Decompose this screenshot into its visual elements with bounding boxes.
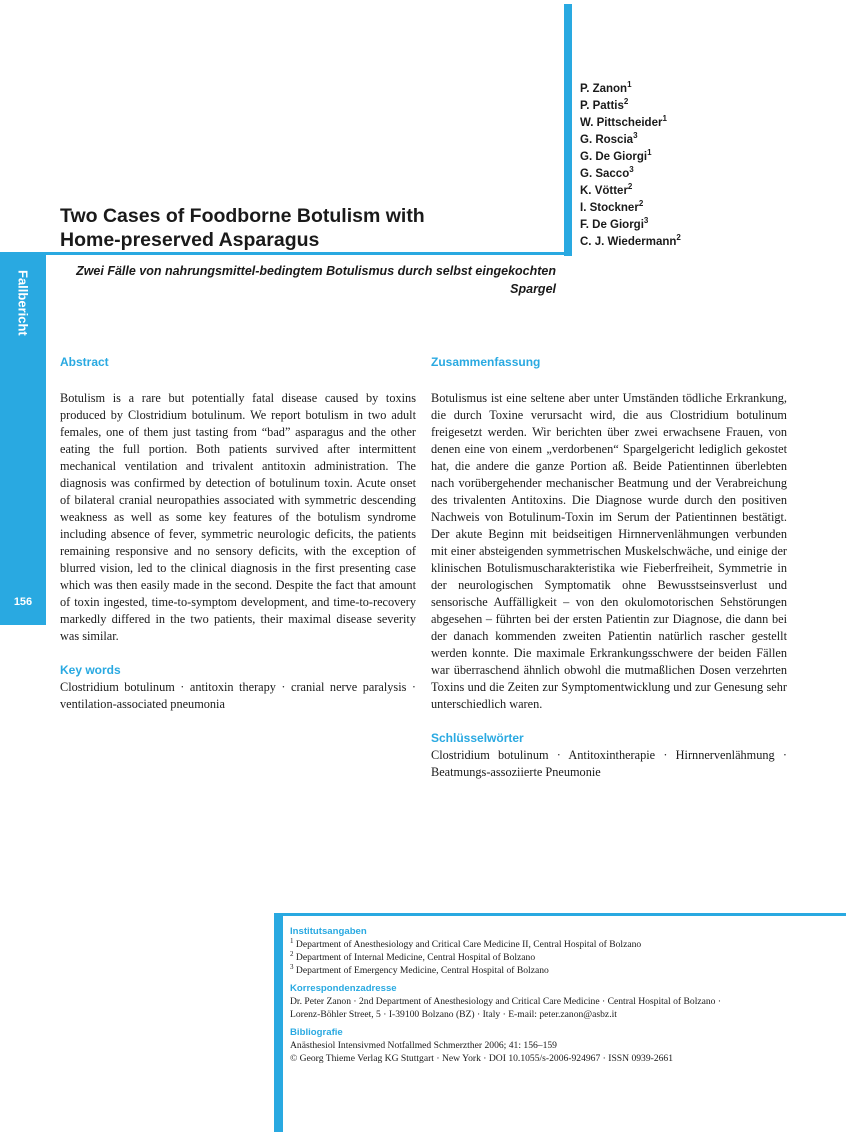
- zusammenfassung-text: Botulismus ist eine seltene aber unter Umständen tödliche Erkrankung, die durch Toxine verursacht wird, die aus Clostridium botulinum freigesetzt werden. Wir berichten über zwei erwachsene Frauen, von denen eine von einem „verdorbenen“ Spargelgericht lediglich gekostet hat, die andere die ganze Portion aß. Beide Patientinnen überlebten nach vorübergehender mechanischer Beatmung und der Verabreichung des trivalenten Antitoxins. Die Diagnose wurde durch den positiven Nachweis von Botulinum-Toxin im Serum der Patientinnen bestätigt. Der akute Beginn mit beidseitigen Hirnnervenlähmungen verbunden mit einer absteigenden symmetrischen Muskelschwäche, und einige der klinischen Botulismuscharakteristika wie Fieberfreiheit, Symmetrie in der neurologischen Symptomatik ohne Bewusstseinsverlust und sensorische Auffälligkeit – von den okulomotorischen Sehstörungen abgesehen – führten bei der ersten Patientin zur Diagnose, die dann bei der danach kommenden zweiten Patientin natürlich rascher gestellt werden konnte. Die maximale Erkrankungsschwere der beiden Fällen war überraschend ähnlich obwohl die mutmaßlichen Dosen verzehrten Toxins und die Zeiten zur Symptomentwicklung und zur Genesung sehr unterschiedlich waren.: [431, 391, 787, 711]
- author: G. Sacco$^3$: [580, 165, 634, 180]
- page-number: 156: [13, 596, 33, 608]
- author: P. Zanon$^1$: [580, 80, 632, 95]
- article-title: [60, 204, 550, 252]
- author: I. Stockner$^2$: [580, 199, 644, 214]
- info-accent-bar: [274, 913, 283, 1132]
- bibliography-line: Anästhesiol Intensivmed Notfallmed Schmerzther 2006; 41: 156–159: [290, 1040, 557, 1051]
- institution-line: $^3$ Department of Emergency Medicine, Central Hospital of Bolzano: [290, 962, 549, 976]
- abstract-column: [60, 354, 416, 713]
- info-accent-rule: [274, 913, 846, 916]
- institution-line: $^2$ Department of Internal Medicine, Central Hospital of Bolzano: [290, 949, 536, 963]
- abstract-heading: Abstract: [60, 355, 109, 369]
- article-subtitle: [60, 262, 556, 298]
- institutions-block: [290, 925, 830, 977]
- bibliography-line: © Georg Thieme Verlag KG Stuttgart · New York · DOI 10.1055/s-2006-924967 · ISSN 0939-2661: [290, 1053, 674, 1064]
- article-title-line: Two Cases of Foodborne Botulism with: [60, 205, 425, 227]
- correspondence-heading: Korrespondenzadresse: [290, 983, 397, 994]
- institution-line: $^1$ Department of Anesthesiology and Critical Care Medicine II, Central Hospital of Bolzano: [290, 936, 642, 950]
- institutions-heading: Institutsangaben: [290, 926, 367, 937]
- correspondence-block: [290, 982, 830, 1021]
- abstract-text: Botulism is a rare but potentially fatal disease caused by toxins produced by Clostridium botulinum. We report botulism in two adult females, one of them just tasting from “bad” asparagus and the other eating the full portion. Both patients survived after intermittent mechanical ventilation and trivalent antitoxin administration. The diagnosis was confirmed by detection of botulinum toxin. Acute onset of bilateral cranial neuropathies associated with symmetric descending weakness as well as some key features of the botulism syndrome including absence of fever, symmetric neurologic deficits, the patients remaining responsive and no sensory deficits, with the exception of blurred vision, led to the clinical diagnosis in the first presenting case which was then easily made in the second. Despite the fact that amount of toxin ingested, time-to-symptom development, and time-to-recovery markedly differed in the two patients, their maximal disease severity was similar.: [60, 391, 416, 643]
- author: C. J. Wiedermann$^2$: [580, 233, 681, 248]
- correspondence-line: Dr. Peter Zanon · 2nd Department of Anesthesiology and Critical Care Medicine · Central Hospital of Bolzano ·: [290, 996, 722, 1007]
- zusammenfassung-column: [431, 354, 787, 781]
- keywords-text: Clostridium botulinum · antitoxin therapy · cranial nerve paralysis · ventilation-associated pneumonia: [60, 680, 416, 711]
- schluesselwoerter-text: Clostridium botulinum · Antitoxintherapie · Hirnnervenlähmung · Beatmungs-assoziierte Pneumonie: [431, 748, 787, 779]
- schluesselwoerter-heading: Schlüsselwörter: [431, 731, 524, 745]
- keywords-heading: Key words: [60, 663, 121, 677]
- author: G. Roscia$^3$: [580, 131, 638, 146]
- title-accent-bar: [564, 4, 572, 256]
- article-subtitle-line: Zwei Fälle von nahrungsmittel-bedingtem Botulismus durch selbst eingekochten: [76, 264, 556, 278]
- author: G. De Giorgi$^1$: [580, 148, 652, 163]
- zusammenfassung-heading: Zusammenfassung: [431, 355, 541, 369]
- author: K. Vötter$^2$: [580, 182, 633, 197]
- author: W. Pittscheider$^1$: [580, 114, 667, 129]
- article-info-box: [290, 925, 830, 1070]
- section-label: Fallbericht: [15, 270, 31, 336]
- article-title-line: Home-preserved Asparagus: [60, 229, 320, 251]
- author-list: [580, 81, 681, 251]
- correspondence-line: Lorenz-Böhler Street, 5 · I-39100 Bolzano (BZ) · Italy · E-mail: peter.zanon@asbz.it: [290, 1009, 617, 1020]
- bibliography-block: [290, 1026, 830, 1065]
- article-subtitle-line: Spargel: [510, 282, 556, 296]
- title-accent-rule: [0, 252, 572, 255]
- bibliography-heading: Bibliografie: [290, 1027, 343, 1038]
- author: F. De Giorgi$^3$: [580, 216, 649, 231]
- author: P. Pattis$^2$: [580, 97, 629, 112]
